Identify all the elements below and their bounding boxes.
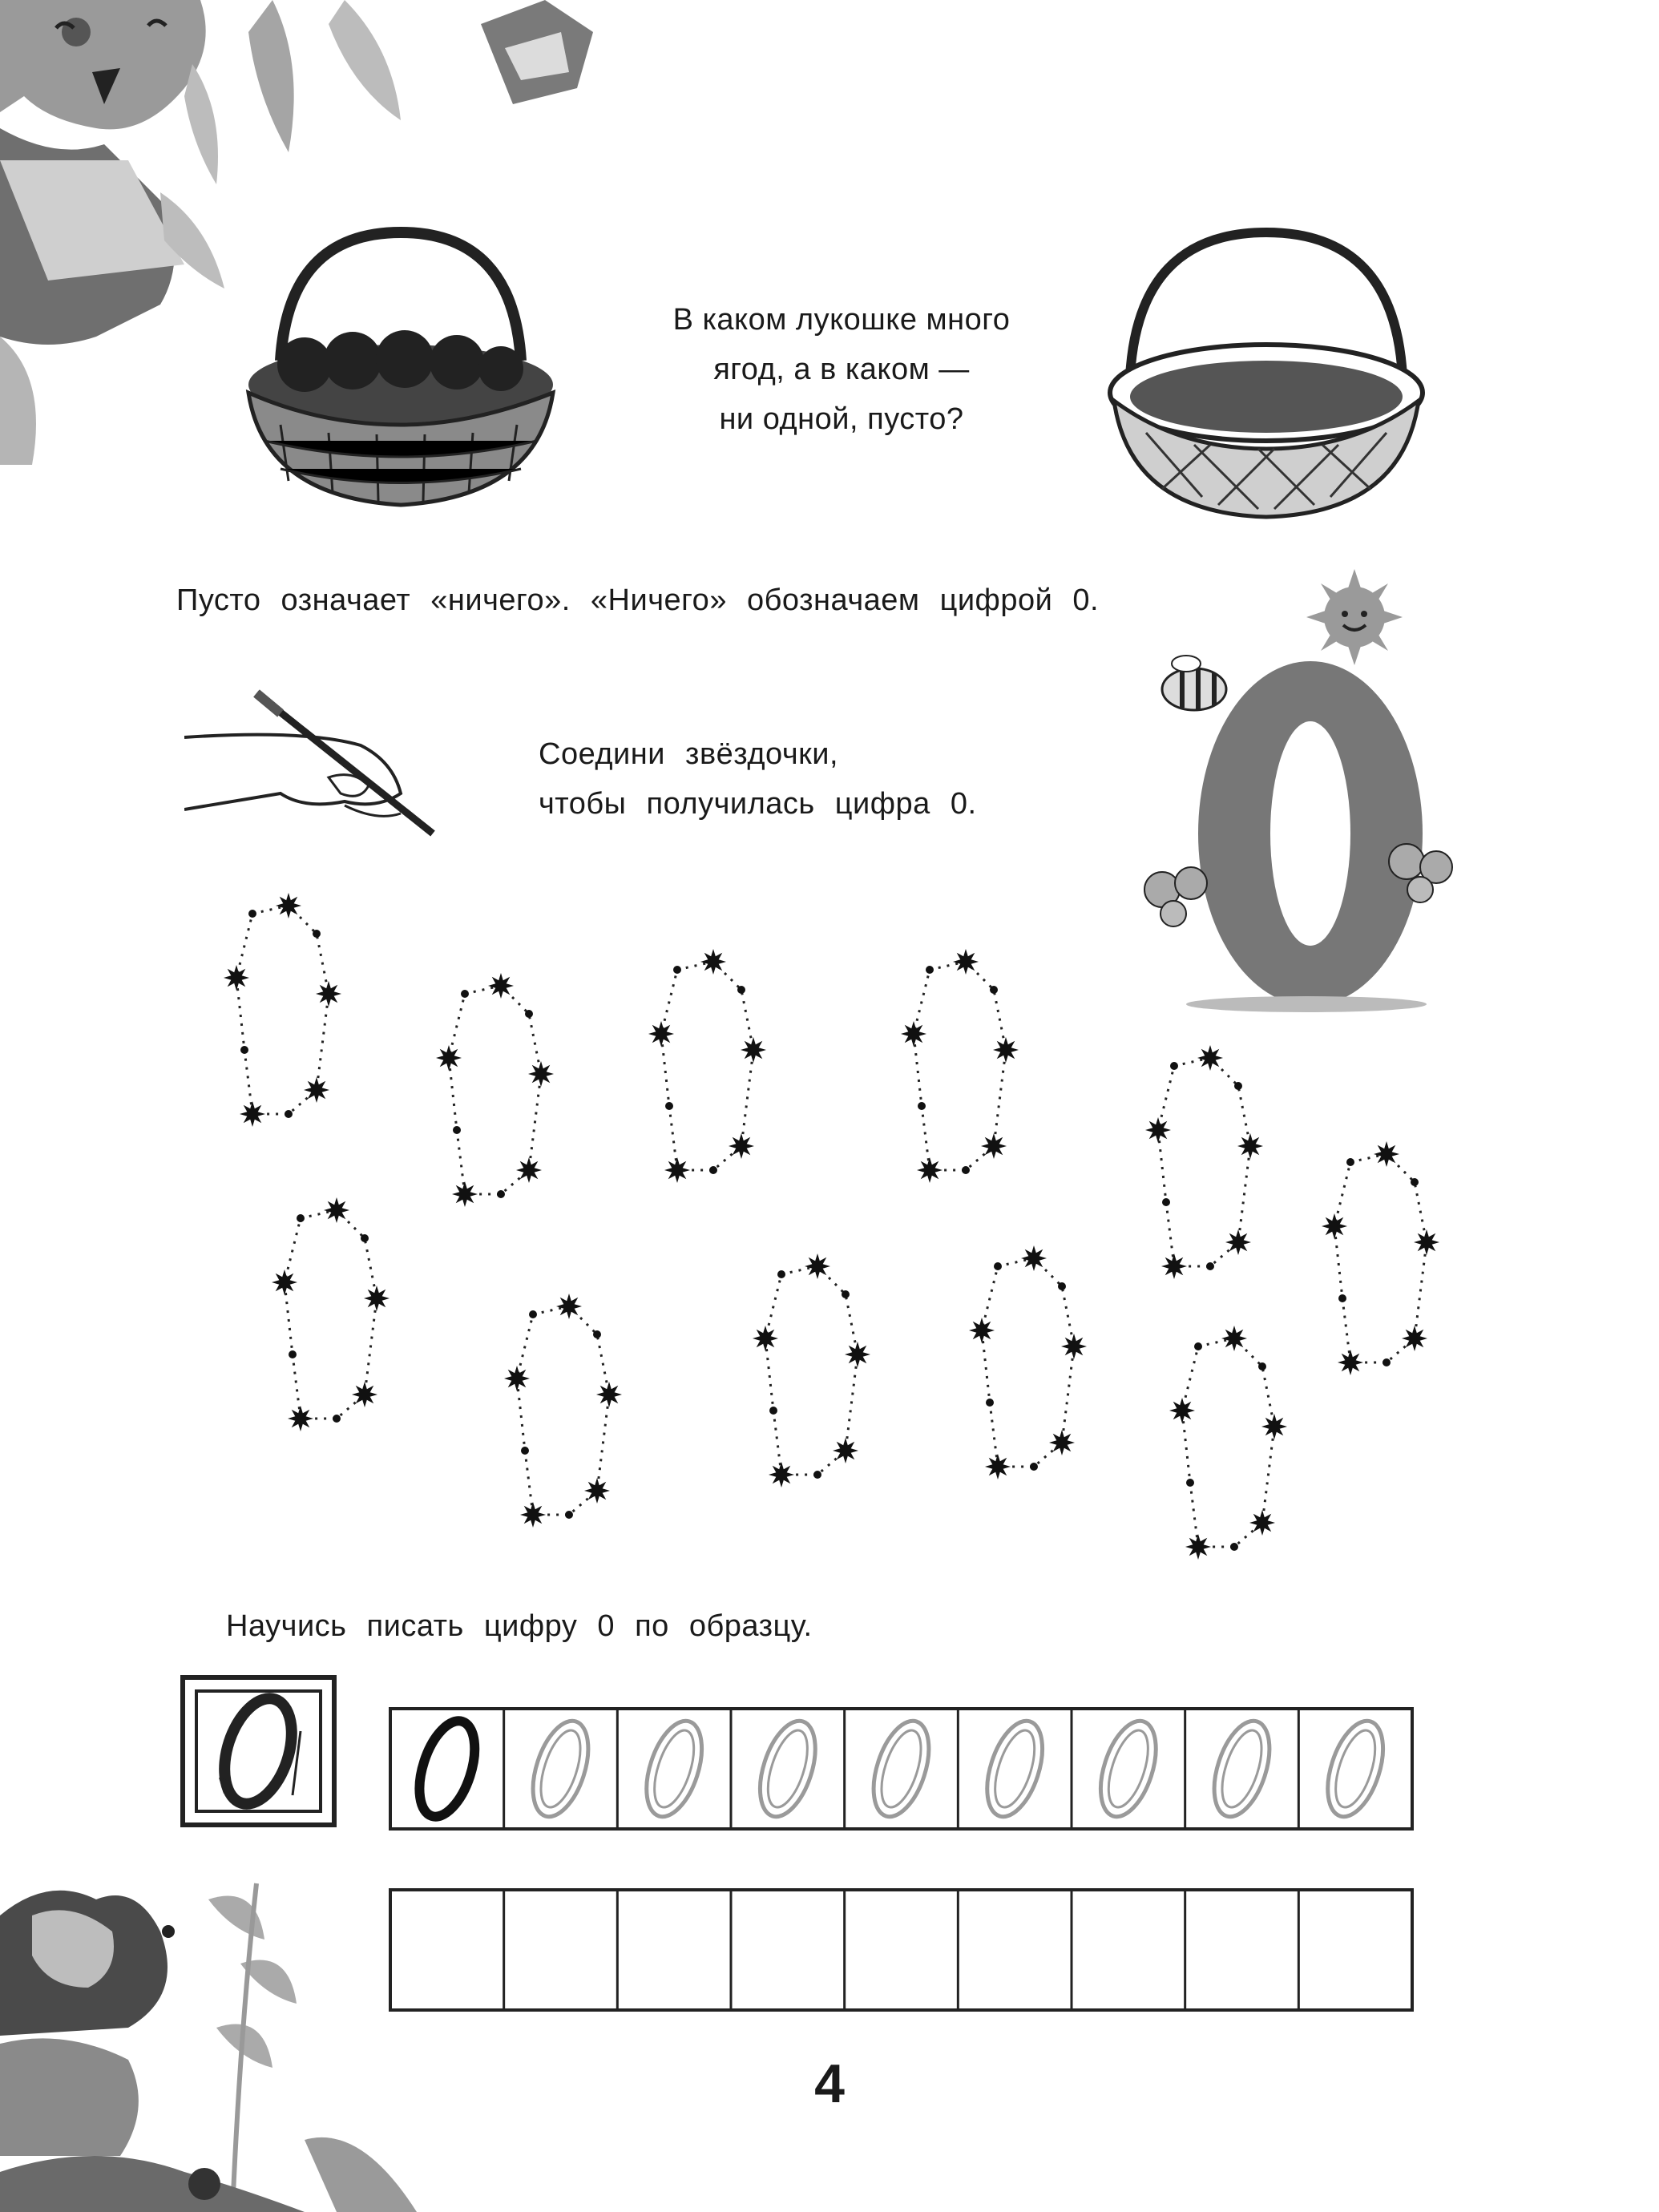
star-icon: [452, 1181, 478, 1207]
star-icon: [953, 949, 979, 975]
dot-icon: [1338, 1294, 1346, 1302]
star-icon: [584, 1478, 610, 1504]
star-icon: [1414, 1229, 1439, 1255]
practice-row[interactable]: [390, 1890, 1412, 2010]
star-icon: [1261, 1414, 1287, 1439]
dot-icon: [593, 1330, 601, 1338]
practice-grid[interactable]: [389, 1707, 1415, 2012]
star-icon: [917, 1157, 943, 1183]
star-icon: [288, 1406, 313, 1431]
dot-icon: [1382, 1358, 1391, 1366]
dot-icon: [777, 1270, 785, 1278]
star-icon: [364, 1286, 390, 1311]
dot-icon: [333, 1415, 341, 1423]
connect-line: Соедини звёздочки,: [539, 737, 839, 771]
question-line: ягод, а в каком —: [713, 353, 970, 386]
star-icon: [1197, 1045, 1223, 1071]
dot-icon: [1194, 1342, 1202, 1350]
dot-icon: [1030, 1463, 1038, 1471]
dot-icon: [565, 1511, 573, 1519]
star-icon: [1322, 1213, 1347, 1239]
question-line: В каком лукошке много: [672, 303, 1011, 337]
hedgehog-illustration: [0, 1867, 449, 2212]
star-icon: [240, 1101, 265, 1127]
star-icon: [1169, 1398, 1195, 1423]
dot-icon: [525, 1010, 533, 1018]
star-icon: [1402, 1326, 1427, 1351]
dot-icon: [361, 1234, 369, 1242]
star-icon: [316, 981, 341, 1007]
star-icon: [769, 1462, 794, 1487]
dot-icon: [813, 1471, 821, 1479]
dot-icon: [986, 1399, 994, 1407]
dot-icon: [918, 1102, 926, 1110]
dot-icon: [297, 1214, 305, 1222]
dot-icon: [285, 1110, 293, 1118]
star-icon: [276, 893, 301, 918]
star-icon: [664, 1157, 690, 1183]
dot-icon: [1162, 1198, 1170, 1206]
star-icon: [556, 1294, 582, 1319]
dot-icon: [461, 990, 469, 998]
question-line: ни одной, пусто?: [719, 402, 964, 436]
page-number: 4: [814, 2053, 845, 2114]
dot-icon: [497, 1190, 505, 1198]
star-icon: [272, 1269, 297, 1295]
star-icon: [1338, 1350, 1363, 1375]
dot-icon: [1346, 1158, 1354, 1166]
dot-icon: [529, 1310, 537, 1318]
star-icon: [528, 1061, 554, 1087]
learn-writing-text: Научись писать цифру 0 по образцу.: [226, 1609, 813, 1643]
star-icon: [1237, 1133, 1263, 1159]
star-icon: [753, 1326, 778, 1351]
empty-explanation-text: Пусто означает «ничего». «Ничего» обозначаем цифрой 0.: [176, 583, 1100, 617]
dot-icon: [990, 986, 998, 994]
dot-icon: [1230, 1543, 1238, 1551]
dot-icon: [453, 1126, 461, 1134]
star-icon: [648, 1021, 674, 1047]
star-icon: [1221, 1326, 1247, 1351]
star-icon: [969, 1318, 995, 1343]
star-icon: [845, 1342, 870, 1367]
star-icon: [700, 949, 726, 975]
star-icon: [1061, 1334, 1087, 1359]
star-icon: [224, 965, 249, 991]
star-icon: [1374, 1141, 1399, 1167]
star-icon: [1185, 1534, 1211, 1560]
dot-icon: [842, 1290, 850, 1298]
star-icon: [1049, 1430, 1075, 1455]
star-icon: [352, 1382, 377, 1407]
star-icon: [324, 1197, 349, 1223]
star-icon: [516, 1157, 542, 1183]
sample-digit-box: [180, 1675, 337, 1827]
dot-icon: [240, 1046, 248, 1054]
connect-line: чтобы получилась цифра 0.: [539, 787, 977, 821]
star-icon: [436, 1045, 462, 1071]
dot-icon: [1058, 1282, 1066, 1290]
dot-icon: [248, 910, 256, 918]
star-icon: [520, 1502, 546, 1528]
star-icon: [985, 1454, 1011, 1479]
dot-icon: [709, 1166, 717, 1174]
dot-icon: [1186, 1479, 1194, 1487]
dot-icon: [1258, 1362, 1266, 1370]
dot-icon: [1206, 1262, 1214, 1270]
dot-icon: [1234, 1082, 1242, 1090]
dot-icon: [521, 1447, 529, 1455]
star-icon: [1161, 1253, 1187, 1279]
dot-icon: [665, 1102, 673, 1110]
star-icon: [729, 1133, 754, 1159]
dot-icon: [1411, 1178, 1419, 1186]
star-icon: [504, 1366, 530, 1391]
star-icon: [901, 1021, 926, 1047]
dot-icon: [289, 1350, 297, 1358]
dot-icon: [769, 1407, 777, 1415]
dot-icon: [737, 986, 745, 994]
star-icon: [741, 1037, 766, 1063]
star-icon: [596, 1382, 622, 1407]
dot-icon: [926, 966, 934, 974]
star-icon: [1021, 1245, 1047, 1271]
star-icon: [833, 1438, 858, 1463]
star-icon: [1145, 1117, 1171, 1143]
dot-icon: [1170, 1062, 1178, 1070]
star-icon: [981, 1133, 1007, 1159]
star-icon: [805, 1253, 830, 1279]
star-icon: [993, 1037, 1019, 1063]
dot-icon: [313, 930, 321, 938]
star-icon: [1249, 1510, 1275, 1536]
star-icon: [1225, 1229, 1251, 1255]
dot-icon: [962, 1166, 970, 1174]
star-icon: [488, 973, 514, 999]
dot-icon: [994, 1262, 1002, 1270]
dot-icon: [673, 966, 681, 974]
star-icon: [304, 1077, 329, 1103]
